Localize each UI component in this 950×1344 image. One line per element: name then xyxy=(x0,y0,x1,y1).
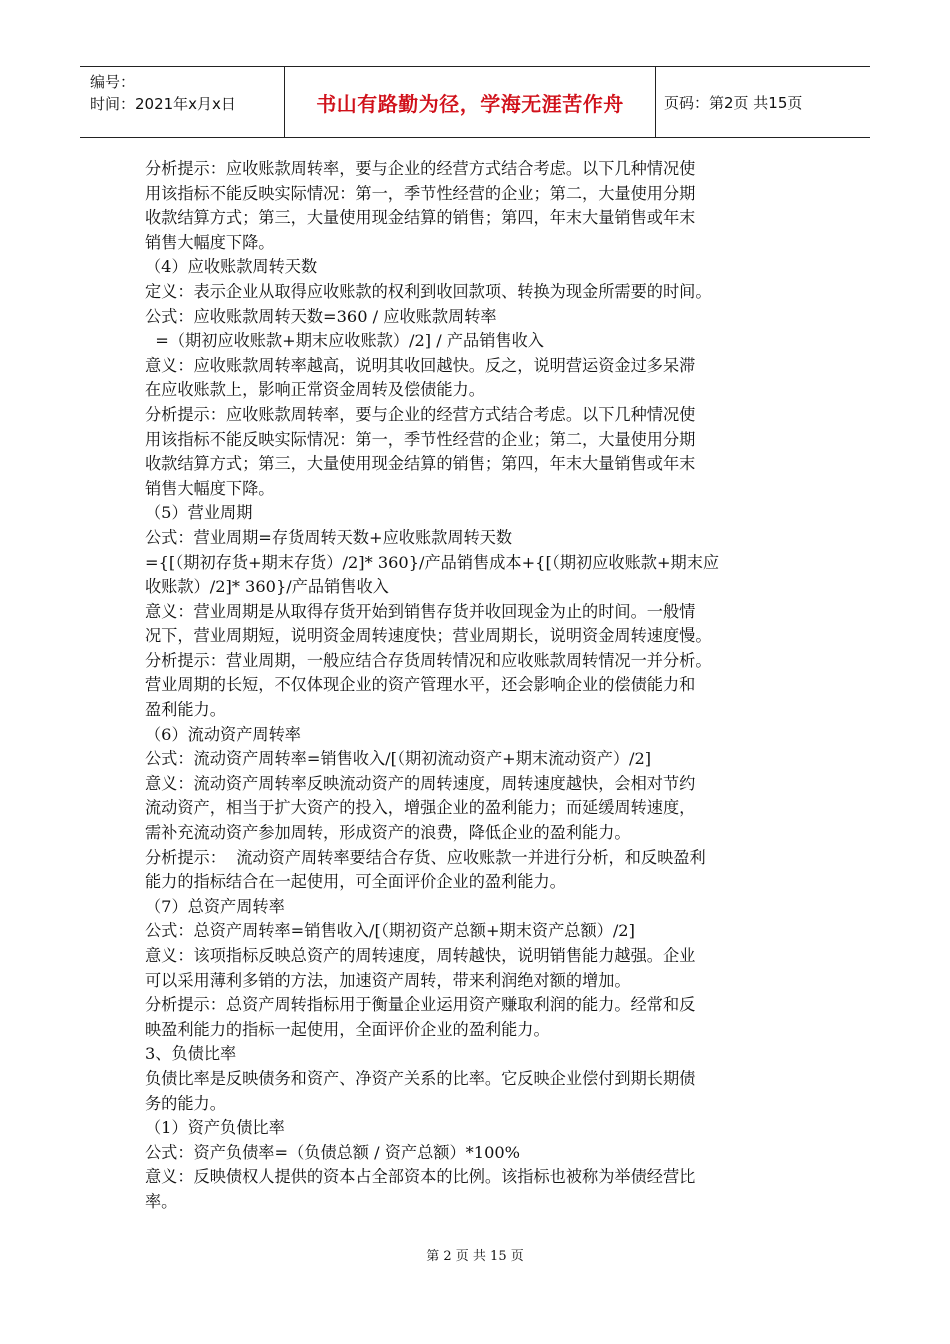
header-page-number: 页码：第2页 共15页 xyxy=(664,93,803,112)
text-line: 公式：总资产周转率=销售收入/[（期初资产总额+期末资产总额）/2] xyxy=(145,921,635,941)
document-time: 时间：2021年x月x日 xyxy=(90,95,236,113)
text-line: 意义：该项指标反映总资产的周转速度，周转越快，说明销售能力越强。企业 xyxy=(145,946,696,965)
header-motto: 书山有路勤为径，学海无涯苦作舟 xyxy=(284,67,656,137)
text-line: 分析提示： 流动资产周转率要结合存货、应收账款一并进行分析，和反映盈利 xyxy=(145,847,706,867)
text-line: 公式：资产负债率=（负债总额 / 资产总额）*100% xyxy=(145,1142,521,1162)
text-line: 分析提示：营业周期，一般应结合存货周转情况和应收账款周转情况一并分析。 xyxy=(145,650,712,670)
text-line: 意义：营业周期是从取得存货开始到销售存货并收回现金为止的时间。一般情 xyxy=(145,601,696,621)
header-meta xyxy=(80,67,284,137)
text-line: 收账款）/2]* 360}/产品销售收入 xyxy=(145,577,389,597)
text-line: 意义：流动资产周转率反映流动资产的周转速度，周转速度越快，会相对节约 xyxy=(145,773,696,793)
text-line: 能力的指标结合在一起使用，可全面评价企业的盈利能力。 xyxy=(145,872,566,892)
text-line: 公式：应收账款周转天数=360 / 应收账款周转率 xyxy=(145,306,497,326)
text-line: 务的能力。 xyxy=(145,1093,226,1113)
text-line: 收款结算方式；第三，大量使用现金结算的销售；第四，年末大量销售或年末 xyxy=(145,454,696,474)
text-line: 用该指标不能反映实际情况：第一，季节性经营的企业；第二，大量使用分期 xyxy=(145,183,696,203)
text-line: （5）营业周期 xyxy=(145,503,253,523)
text-line: （1）资产负债比率 xyxy=(145,1118,285,1138)
text-line: 3、负债比率 xyxy=(145,1044,237,1064)
text-line: （7）总资产周转率 xyxy=(145,896,285,916)
text-line: 负债比率是反映债务和资产、净资产关系的比率。它反映企业偿付到期长期债 xyxy=(145,1068,696,1088)
text-line: （6）流动资产周转率 xyxy=(145,724,301,744)
text-line: 在应收账款上，影响正常资金周转及偿债能力。 xyxy=(145,380,485,400)
text-line: 意义：反映债权人提供的资本占全部资本的比例。该指标也被称为举债经营比 xyxy=(145,1167,696,1187)
text-line: 用该指标不能反映实际情况：第一，季节性经营的企业；第二，大量使用分期 xyxy=(145,429,696,449)
text-line: 盈利能力。 xyxy=(145,700,226,720)
text-line: ={[（期初存货+期末存货）/2]* 360}/产品销售成本+{[（期初应收账款+期末应 xyxy=(145,552,720,572)
text-line: 需补充流动资产参加周转，形成资产的浪费，降低企业的盈利能力。 xyxy=(145,823,631,843)
text-line: 率。 xyxy=(145,1191,178,1211)
text-line: （4）应收账款周转天数 xyxy=(145,257,318,277)
text-line: 销售大幅度下降。 xyxy=(145,232,275,252)
text-line: 可以采用薄利多销的方法，加速资产周转，带来利润绝对额的增加。 xyxy=(145,970,631,990)
page-header xyxy=(80,66,870,138)
text-line: 销售大幅度下降。 xyxy=(145,478,275,498)
text-line: 营业周期的长短，不仅体现企业的资产管理水平，还会影响企业的偿债能力和 xyxy=(145,675,696,695)
text-line: 映盈利能力的指标一起使用，全面评价企业的盈利能力。 xyxy=(145,1019,550,1039)
text-line: 公式：营业周期=存货周转天数+应收账款周转天数 xyxy=(145,527,513,547)
text-line: 况下，营业周期短，说明资金周转速度快；营业周期长，说明资金周转速度慢。 xyxy=(145,626,712,646)
text-line: 分析提示：应收账款周转率，要与企业的经营方式结合考虑。以下几种情况使 xyxy=(145,404,696,424)
document-number: 编号： xyxy=(90,73,136,91)
page-footer: 第 2 页 共 15 页 xyxy=(426,1249,524,1264)
text-line: 分析提示：总资产周转指标用于衡量企业运用资产赚取利润的能力。经常和反 xyxy=(145,995,696,1015)
text-line: =（期初应收账款+期末应收账款）/2] / 产品销售收入 xyxy=(145,331,544,351)
text-line: 收款结算方式；第三，大量使用现金结算的销售；第四，年末大量销售或年末 xyxy=(145,208,696,228)
text-line: 定义：表示企业从取得应收账款的权利到收回款项、转换为现金所需要的时间。 xyxy=(145,281,712,301)
document-body xyxy=(145,157,810,1215)
text-line: 公式：流动资产周转率=销售收入/[（期初流动资产+期末流动资产）/2] xyxy=(145,749,652,769)
text-line: 意义：应收账款周转率越高，说明其收回越快。反之，说明营运资金过多呆滞 xyxy=(145,355,696,375)
text-line: 流动资产，相当于扩大资产的投入，增强企业的盈利能力；而延缓周转速度， xyxy=(145,798,696,818)
text-line: 分析提示：应收账款周转率，要与企业的经营方式结合考虑。以下几种情况使 xyxy=(145,159,696,178)
